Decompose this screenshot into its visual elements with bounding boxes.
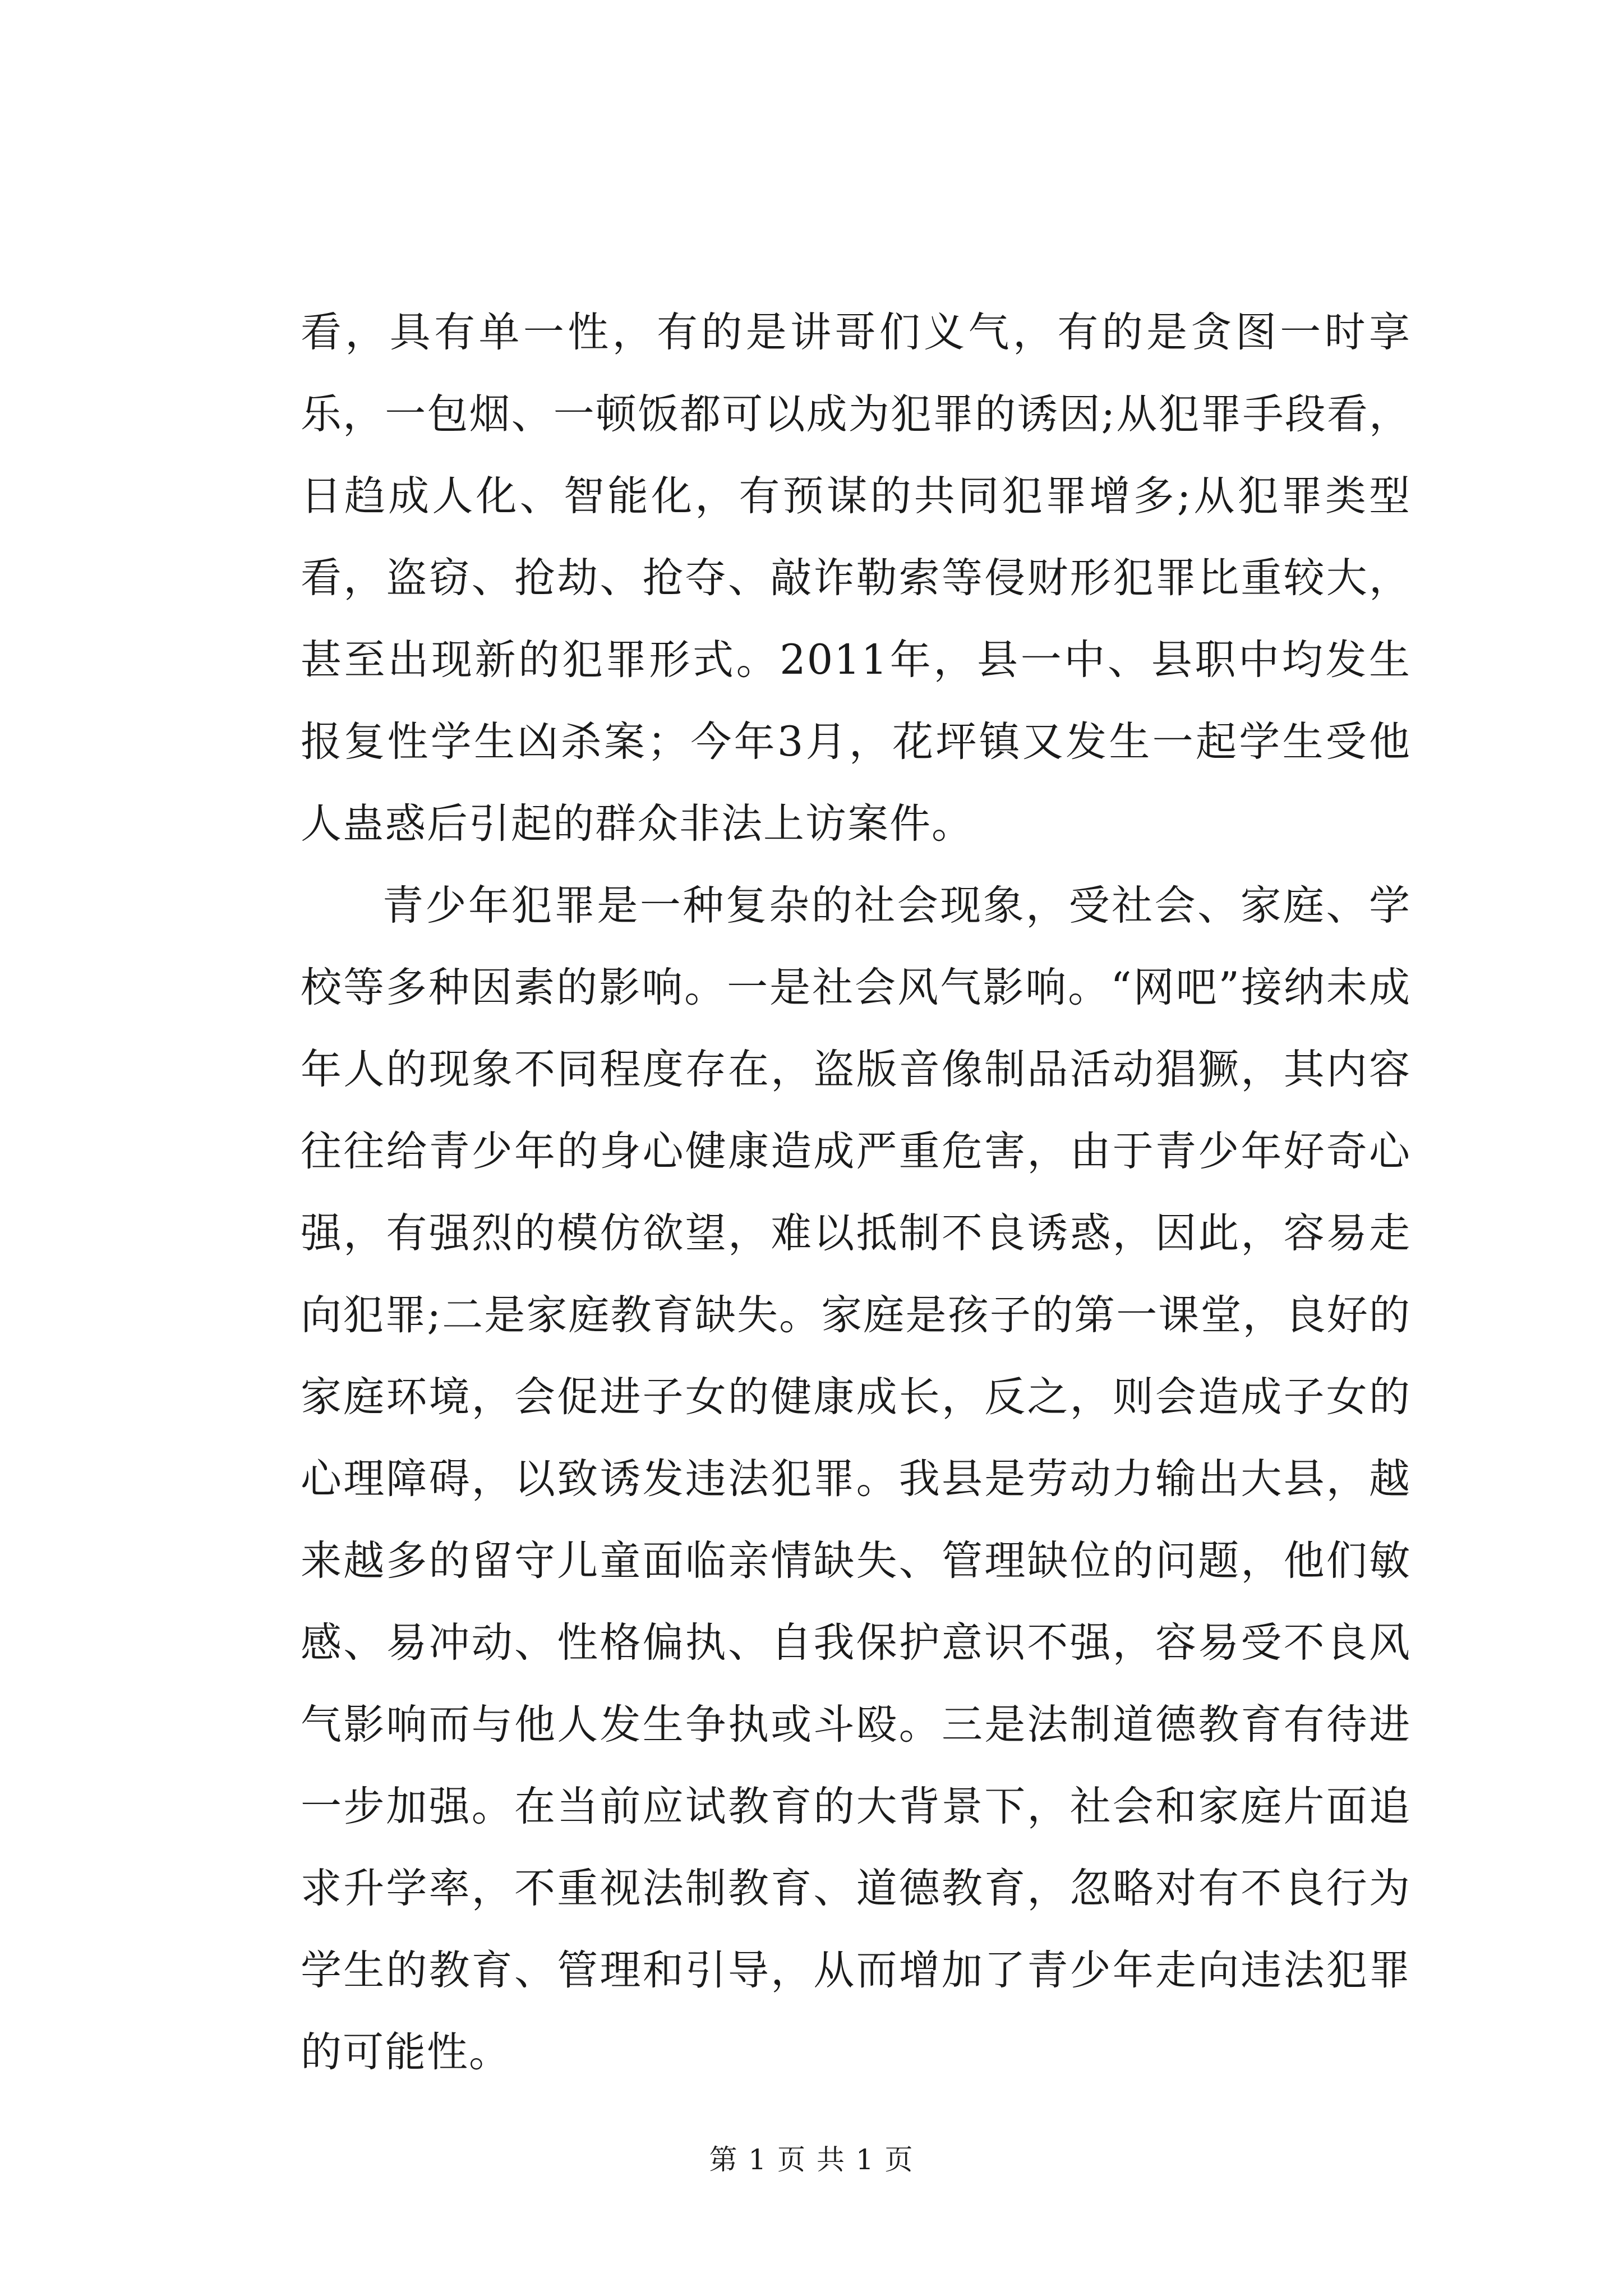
paragraph-continuation: 看，具有单一性，有的是讲哥们义气，有的是贪图一时享乐，一包烟、一顿饭都可以成为犯罪的诱因;从犯罪手段看，日趋成人化、智能化，有预谋的共同犯罪增多;从犯罪类型看，盗窃、抢劫、抢夺、敲诈勒索等侵财形犯罪比重较大，甚至出现新的犯罪形式。2011年，县一中、县职中均发生报复性学生凶杀案；今年3月，花坪镇又发生一起学生受他人蛊惑后引起的群众非法上访案件。 (301, 309, 1411, 848)
page-footer: 第 1 页 共 1 页 (709, 2143, 914, 2176)
paragraph-causes: 青少年犯罪是一种复杂的社会现象，受社会、家庭、学校等多种因素的影响。一是社会风气影响。“网吧”接纳未成年人的现象不同程度存在，盗版音像制品活动猖獗，其内容往往给青少年的身心健康造成严重危害，由于青少年好奇心强，有强烈的模仿欲望，难以抵制不良诱惑，因此，容易走向犯罪;二是家庭教育缺失。家庭是孩子的第一课堂，良好的家庭环境，会促进子女的健康成长，反之，则会造成子女的心理障碍，以致诱发违法犯罪。我县是劳动力输出大县，越来越多的留守儿童面临亲情缺失、管理缺位的问题，他们敏感、易冲动、性格偏执、自我保护意识不强，容易受不良风气影响而与他人发生争执或斗殴。三是法制道德教育有待进一步加强。在当前应试教育的大背景下，社会和家庭片面追求升学率，不重视法制教育、道德教育，忽略对有不良行为学生的教育、管理和引导，从而增加了青少年走向违法犯罪的可能性。 (301, 882, 1411, 2076)
document-body (301, 292, 1411, 2093)
